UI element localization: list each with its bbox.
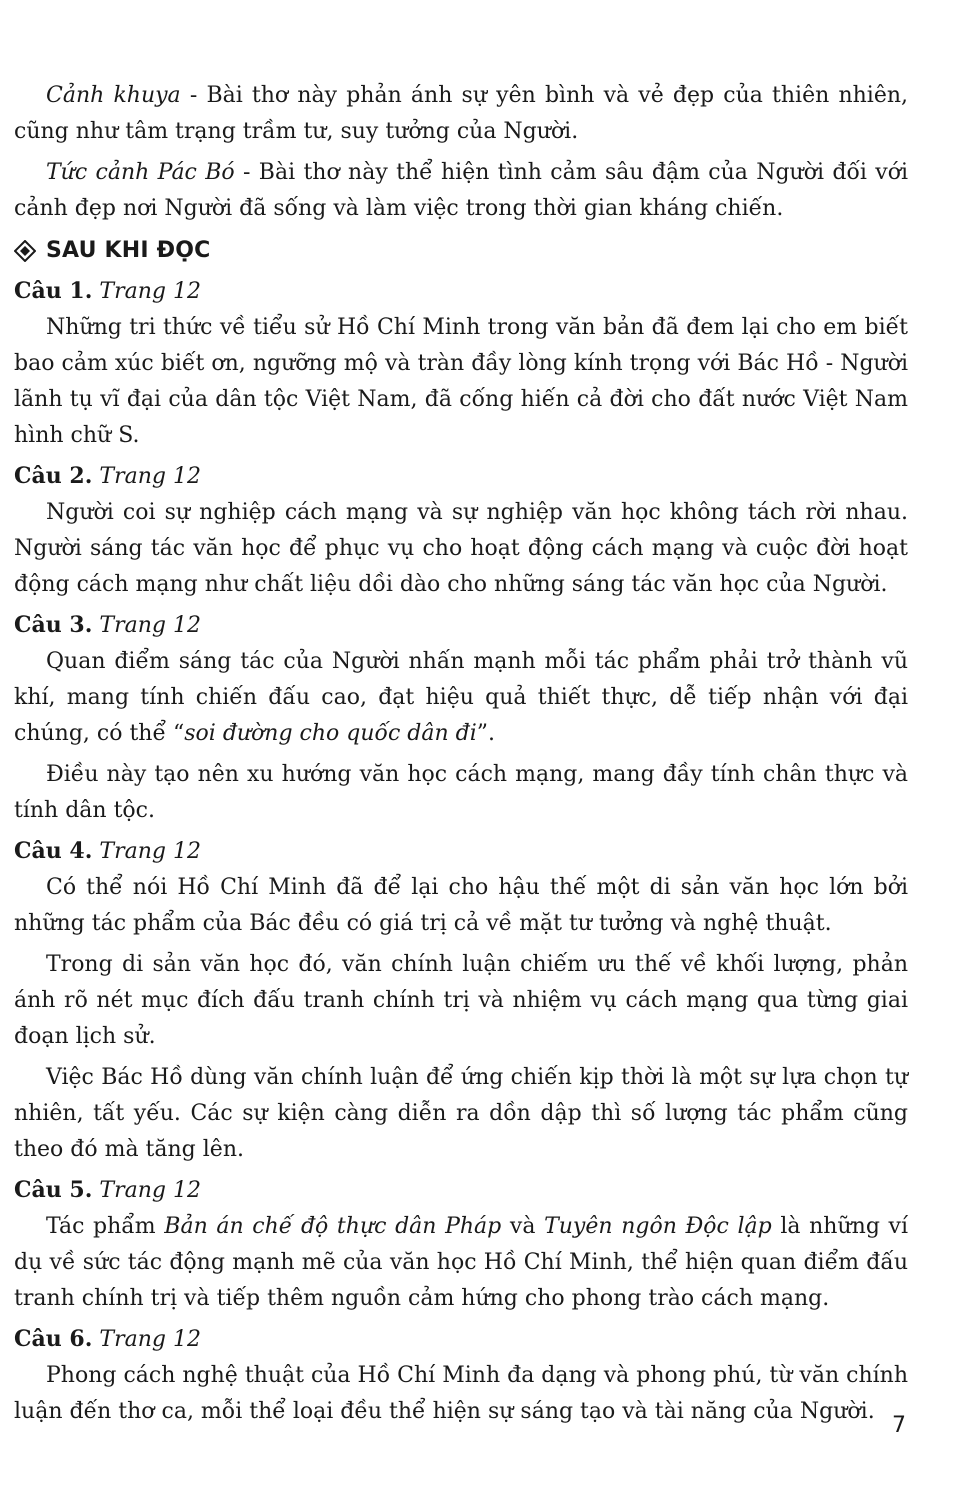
page-number: 7 [892, 1413, 906, 1438]
question-heading-4: Câu 4. Trang 12 [14, 838, 201, 864]
section-title: SAU KHI ĐỌC [46, 238, 211, 263]
question-heading-2: Câu 2. Trang 12 [14, 463, 201, 489]
question-heading-6: Câu 6. Trang 12 [14, 1326, 201, 1352]
answer-paragraph: Có thể nói Hồ Chí Minh đã để lại cho hậu thế một di sản văn học lớn bởi những tác phẩm của Bác đều có giá trị cả về mặt tư tưởng và nghệ thuật. [14, 875, 908, 936]
question-heading-3: Câu 3. Trang 12 [14, 612, 201, 638]
work-title: Bản án chế độ thực dân Pháp [164, 1214, 502, 1239]
answer-paragraph: Tác phẩm Bản án chế độ thực dân Pháp và Tuyên ngôn Độc lập là những ví dụ về sức tác động mạnh mẽ của văn học Hồ Chí Minh, thể hiện quan điểm đấu tranh chính trị và tiếp thêm nguồn cảm hứng cho phong trào cách mạng. [14, 1214, 909, 1311]
section-heading [14, 233, 908, 269]
answer-paragraph: Phong cách nghệ thuật của Hồ Chí Minh đa dạng và phong phú, từ văn chính luận đến thơ ca, mỗi thể loại đều thể hiện sự sáng tạo và tài năng của Người. [14, 1363, 909, 1424]
intro-paragraph-canh-khuya: Cảnh khuya - Bài thơ này phản ánh sự yên bình và vẻ đẹp của thiên nhiên, cũng như tâm trạng trầm tư, suy tưởng của Người. [14, 83, 908, 144]
answer-paragraph: Quan điểm sáng tác của Người nhấn mạnh mỗi tác phẩm phải trở thành vũ khí, mang tính chiến đấu cao, đạt hiệu quả thiết thực, dễ tiếp nhận với đại chúng, có thể “soi đường cho quốc dân đi”. [14, 649, 908, 746]
question-heading-1: Câu 1. Trang 12 [14, 278, 201, 304]
intro-paragraph-tuc-canh: Tức cảnh Pác Bó - Bài thơ này thể hiện tình cảm sâu đậm của Người đối với cảnh đẹp nơi Người đã sống và làm việc trong thời gian kháng chiến. [14, 160, 908, 221]
question-heading-5: Câu 5. Trang 12 [14, 1177, 201, 1203]
answer-paragraph: Điều này tạo nên xu hướng văn học cách mạng, mang đầy tính chân thực và tính dân tộc. [14, 762, 908, 823]
answer-paragraph: Trong di sản văn học đó, văn chính luận chiếm ưu thế về khối lượng, phản ánh rõ nét mục đích đấu tranh chính trị và nhiệm vụ cách mạng qua từng giai đoạn lịch sử. [14, 952, 908, 1049]
diamond-icon [14, 240, 36, 262]
quote: soi đường cho quốc dân đi [184, 721, 477, 746]
answer-paragraph: Người coi sự nghiệp cách mạng và sự nghiệp văn học không tách rời nhau. Người sáng tác văn học để phục vụ cho hoạt động cách mạng và cuộc đời hoạt động cách mạng như chất liệu dồi dào cho những sáng tác văn học của Người. [14, 500, 908, 597]
work-title: Tuyên ngôn Độc lập [544, 1214, 772, 1239]
poem-title: Cảnh khuya [46, 83, 181, 108]
answer-paragraph: Những tri thức về tiểu sử Hồ Chí Minh trong văn bản đã đem lại cho em biết bao cảm xúc biết ơn, ngưỡng mộ và tràn đầy lòng kính trọng với Bác Hồ - Người lãnh tụ vĩ đại của dân tộc Việt Nam, đã cống hiến cả đời cho đất nước Việt Nam hình chữ S. [14, 315, 908, 448]
poem-title: Tức cảnh Pác Bó [46, 160, 235, 185]
answer-paragraph: Việc Bác Hồ dùng văn chính luận để ứng chiến kịp thời là một sự lựa chọn tự nhiên, tất yếu. Các sự kiện càng diễn ra dồn dập thì số lượng tác phẩm cũng theo đó mà tăng lên. [14, 1065, 908, 1162]
